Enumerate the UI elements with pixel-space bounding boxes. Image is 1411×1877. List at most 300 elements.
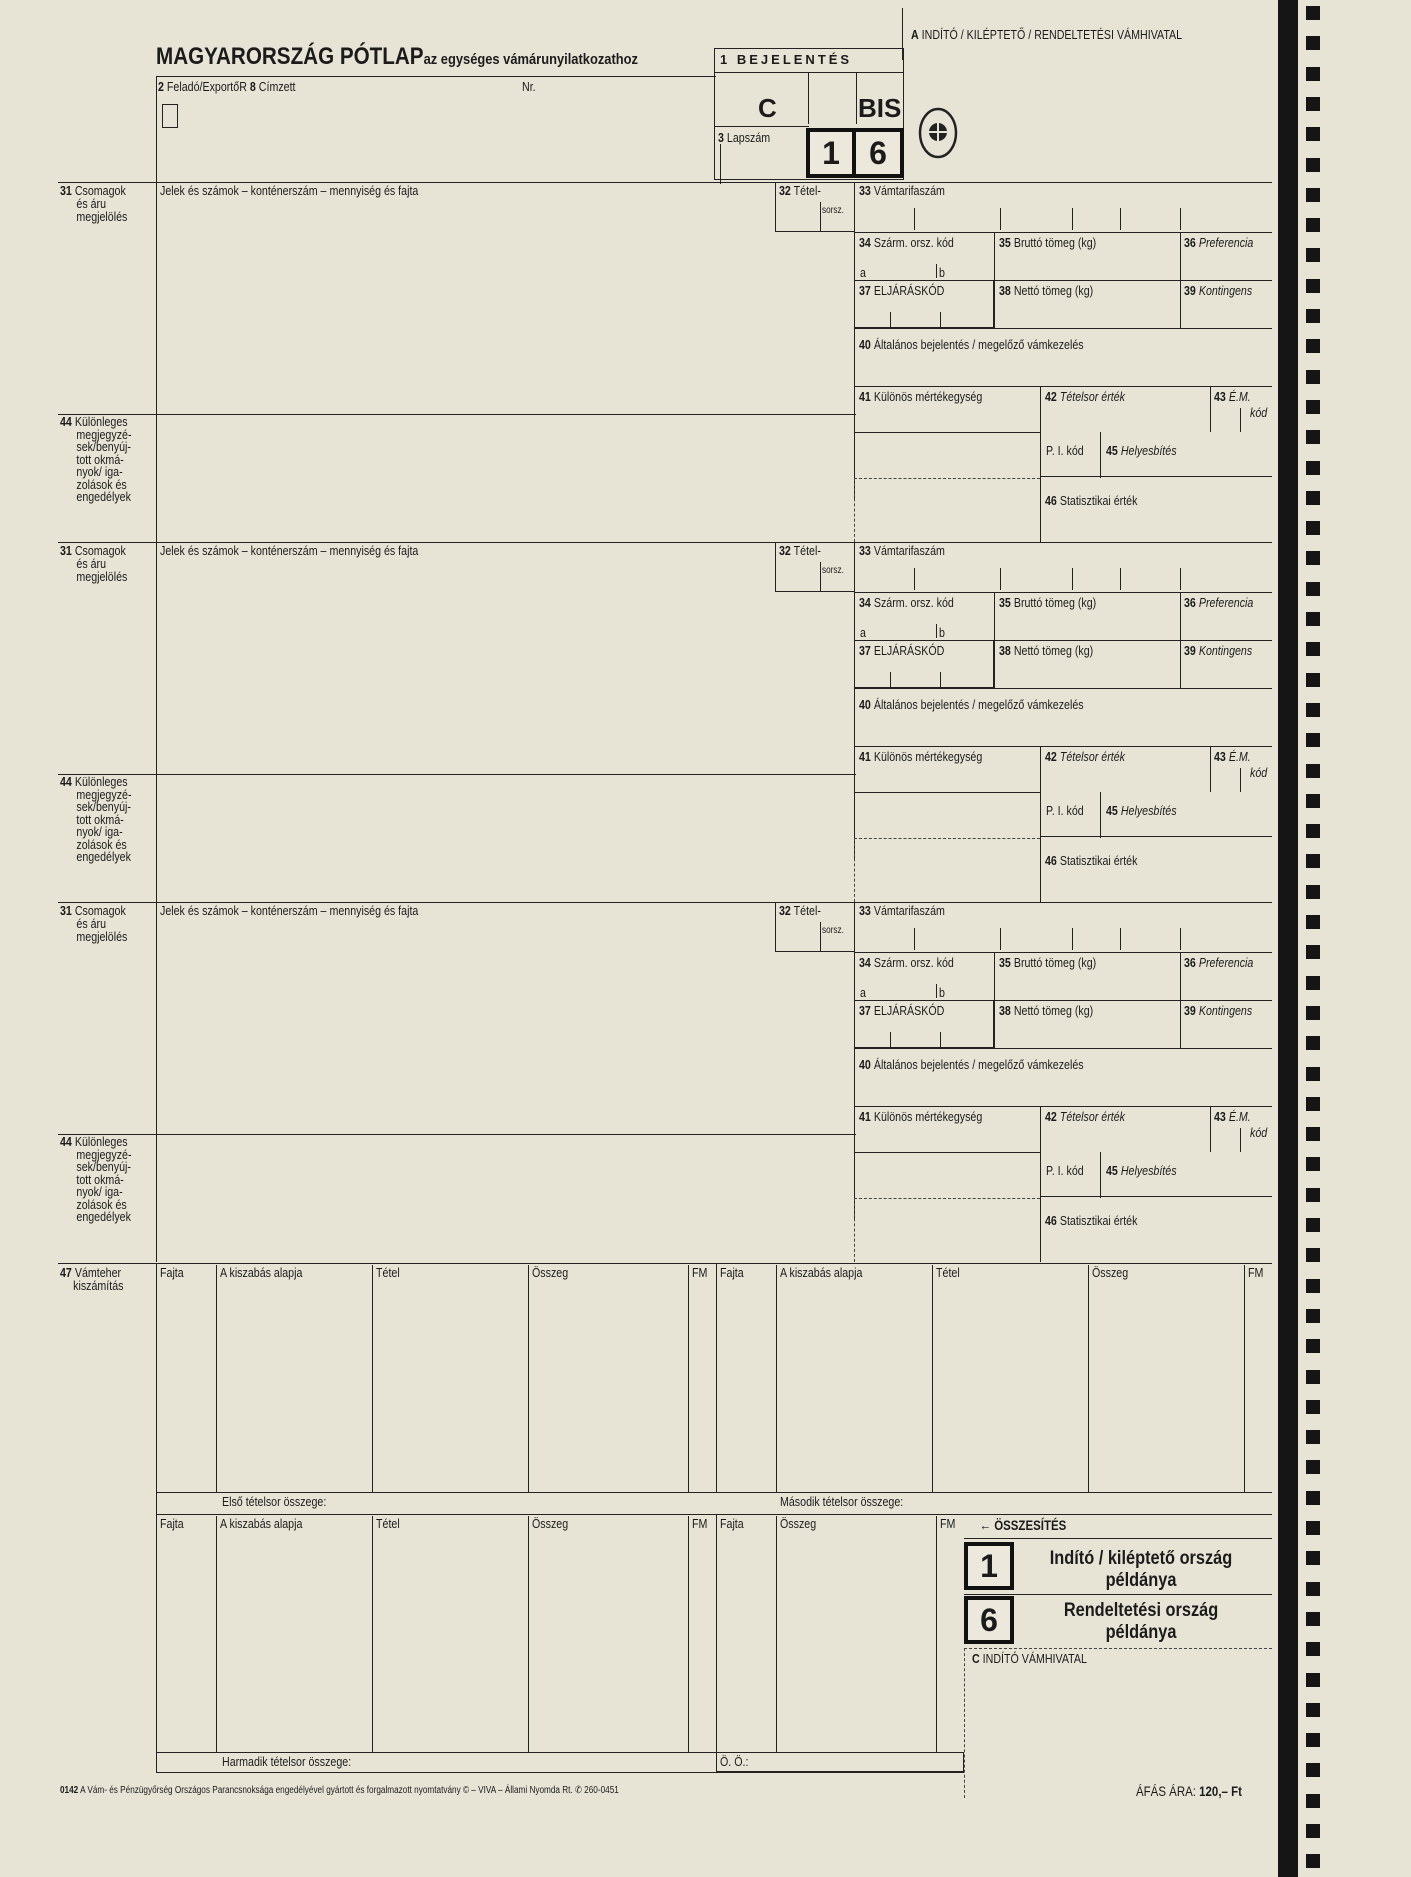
field-47-label (60, 1266, 123, 1292)
block-1-field-37-text: ELJÁRÁSKÓD (873, 283, 945, 298)
block-1-field-38-text: Nettó tömeg (kg) (1013, 283, 1094, 298)
calc-upper-col-line-8 (1088, 1265, 1089, 1492)
checkbox-empty[interactable] (162, 104, 178, 128)
calc-lower-col-line-7 (936, 1516, 937, 1752)
block-3-field-34-ab-div (936, 984, 937, 998)
third-total-label: Harmadik tételsor összege: (222, 1754, 352, 1769)
perforation-hole (1306, 279, 1320, 293)
block-3-field-33-tick-3 (1120, 928, 1121, 950)
perforation-hole (1306, 673, 1320, 687)
block-2-field-45-number: 45 (1106, 803, 1118, 818)
block-3-field-33-text: Vámtarifaszám (873, 903, 945, 918)
block-1-field-34-ab-div (936, 264, 937, 278)
perforation-hole (1306, 339, 1320, 353)
perforation-hole (1306, 1370, 1320, 1384)
block-3-field-44-label (60, 1136, 132, 1224)
field-1-label (720, 53, 852, 67)
block-3-f44-line-7: engedélyek (76, 1209, 131, 1224)
block-2-right-area-border (854, 542, 855, 860)
block-2-field-36-number: 36 (1184, 595, 1196, 610)
block-1-field-41-number: 41 (859, 389, 871, 404)
block-1-field-39 (1184, 284, 1252, 298)
block-3-field-41-div (1040, 1106, 1041, 1152)
block-2-field-45 (1106, 804, 1177, 818)
block-1-field-34-b: b (939, 265, 945, 280)
block-2-field-33-text: Vámtarifaszám (873, 543, 945, 558)
block-2-field-33 (859, 544, 945, 558)
perforation-hole (1306, 6, 1320, 20)
block-3-field-43 (1214, 1110, 1251, 1124)
block-3-f44-line-2: megjegyzé- (76, 1146, 132, 1162)
block-2-field-37-number: 37 (859, 643, 871, 658)
first-total-line (156, 1492, 1272, 1493)
block-2-f44-line-3: sek/benyúj- (76, 799, 131, 814)
block-1-f44-line-7: engedélyek (76, 489, 131, 504)
block-3-f31-text-3: megjelölés (76, 929, 128, 944)
block-1-field-44-label (60, 416, 132, 504)
block-2-field-34-number: 34 (859, 595, 871, 610)
block-1-field-37-tick (890, 312, 891, 328)
perforation-hole (1306, 945, 1320, 959)
perforation-hole (1306, 1794, 1320, 1808)
block-3-field-37-tick-2 (940, 1032, 941, 1048)
block-3-field-42-number: 42 (1045, 1109, 1057, 1124)
summary-text: ÖSSZESÍTÉS (994, 1517, 1067, 1533)
form-title-main: MAGYARORSZÁG PÓTLAP (156, 43, 424, 70)
block-1-field-42-text: Tételsor érték (1059, 389, 1126, 404)
block-3-row-46-top (1040, 1196, 1272, 1197)
block-1-field-46-text: Statisztikai érték (1059, 493, 1138, 508)
block-1-field-33-tick-1 (1000, 208, 1001, 230)
block-2-field-40 (859, 698, 1084, 712)
perforation-hole (1306, 1339, 1320, 1353)
sheet-number-6: 6 (869, 135, 887, 171)
office-c-label (972, 1652, 1087, 1666)
perforation-hole (1306, 370, 1320, 384)
block-2-field-39 (1184, 644, 1252, 658)
field-47-text-2: kiszámítás (73, 1278, 124, 1293)
field-2-text: Feladó/ExportőR (166, 79, 247, 94)
field-1-number: 1 (720, 52, 731, 67)
block-2-field-38-text: Nettó tömeg (kg) (1013, 643, 1094, 658)
block-1-field-33 (859, 184, 945, 198)
block-2-row-46-top (1040, 836, 1272, 837)
block-1-field-45-text: Helyesbítés (1120, 443, 1177, 458)
calc-lower-col-header-tetel: Tétel (376, 1516, 400, 1531)
calc-bottom-line (156, 1772, 964, 1773)
block-2-pi-div (1100, 792, 1101, 838)
block-3-f32-number: 32 (779, 903, 791, 918)
block-3-f32-text: Tétel- (793, 903, 821, 918)
block-3-field-37 (859, 1004, 944, 1018)
perforation-hole (1306, 1673, 1320, 1687)
block-1-row-34-top (854, 232, 1272, 233)
calc-lower-col-line-0 (156, 1516, 157, 1752)
block-1-row-40-top (854, 328, 1272, 329)
block-1-field-46-number: 46 (1045, 493, 1057, 508)
block-2-field-34-text: Szárm. orsz. kód (873, 595, 954, 610)
block-3-field-38-number: 38 (999, 1003, 1011, 1018)
perforation-hole (1306, 188, 1320, 202)
block-3-field-36-text: Preferencia (1198, 955, 1254, 970)
block-1-field-42 (1045, 390, 1125, 404)
perforation-hole (1306, 1491, 1320, 1505)
block-1-field-42-div (1210, 386, 1211, 432)
block-2-field-38 (999, 644, 1093, 658)
first-total-label: Első tételsor összege: (222, 1494, 327, 1509)
calc-upper-col-header-fajta: Fajta (160, 1265, 184, 1280)
block-2-field-32-label (779, 544, 821, 558)
block-3-field-34 (859, 956, 954, 970)
block-3-field-33 (859, 904, 945, 918)
block-2-left-border (156, 542, 157, 902)
summary-label (980, 1518, 1067, 1532)
block-3-field-32-sub: sorsz. (822, 925, 844, 936)
block-2-f44-line-5: nyok/ iga- (76, 824, 123, 839)
block-1-field-40-number: 40 (859, 337, 871, 352)
block-1-field-38 (999, 284, 1093, 298)
block-3-field-45-left (1040, 1152, 1041, 1262)
block-3-row-40-top (854, 1048, 1272, 1049)
calc-upper-col-header-tetel: Tétel (936, 1265, 960, 1280)
block-1-left-border (156, 182, 157, 542)
perforation-hole (1306, 1157, 1320, 1171)
block-2-field-40-number: 40 (859, 697, 871, 712)
block-1-field-43 (1214, 390, 1251, 404)
block-2-field-37-tick-2 (940, 672, 941, 688)
copy-sep-line (964, 1594, 1272, 1595)
perforation-hole (1306, 854, 1320, 868)
block-1-f44-line-2: megjegyzé- (76, 426, 132, 442)
block-2-field-42-number: 42 (1045, 749, 1057, 764)
block-1-field-34-a: a (860, 265, 866, 280)
perforation-hole (1306, 1218, 1320, 1232)
perforation-hole (1306, 1248, 1320, 1262)
footer-imprint: A Vám- és Pénzügyőrség Országos Parancsnoksága engedélyével gyártott és forgalmazott nyomtatvány © – VIVA – Állami Nyomda Rt. ✆ 260-0451 (80, 1785, 619, 1796)
footer-code: 0142 (60, 1785, 79, 1796)
block-1-field-33-number: 33 (859, 183, 871, 198)
block-1-field-42-number: 42 (1045, 389, 1057, 404)
block-1-field-41 (859, 390, 982, 404)
perforation-hole (1306, 1127, 1320, 1141)
block-1-field-33-tick-0 (914, 208, 915, 230)
block-2-field-34-ab-div (936, 624, 937, 638)
block-2-field-43-tick (1240, 768, 1241, 792)
block-2-row-41-bottom (854, 792, 1040, 793)
perforation-hole (1306, 430, 1320, 444)
block-3-field-31-desc: Jelek és számok – konténerszám – mennyiség és fajta (160, 903, 419, 918)
block-2-field-36 (1184, 596, 1253, 610)
block-3-field-45-number: 45 (1106, 1163, 1118, 1178)
block-3-field-35-text: Bruttó tömeg (kg) (1013, 955, 1097, 970)
block-2-field-33-tick-2 (1072, 568, 1073, 590)
block-1-field-41-text: Különös mértékegység (873, 389, 983, 404)
office-a-letter: A (911, 27, 919, 42)
block-3-field-46-number: 46 (1045, 1213, 1057, 1228)
block-3-field-35 (999, 956, 1096, 970)
block-1-f44-line-5: nyok/ iga- (76, 464, 123, 479)
perforation-hole (1306, 1703, 1320, 1717)
block-1-field-33-tick-2 (1072, 208, 1073, 230)
block-1-right-area-border (854, 182, 855, 500)
block-2-field-41-div (1040, 746, 1041, 792)
block-3-right-area-border (854, 902, 855, 1220)
perforation-hole (1306, 1733, 1320, 1747)
field-47-number: 47 (60, 1265, 72, 1280)
field-47-top-line (58, 1263, 1272, 1264)
block-2-f31-text: Csomagok (74, 543, 126, 558)
block-3-field-31-label (60, 904, 127, 943)
block-3-field-38 (999, 1004, 1093, 1018)
block-1-field-35-text: Bruttó tömeg (kg) (1013, 235, 1097, 250)
field-2-label (158, 80, 296, 94)
block-1-field-45 (1106, 444, 1177, 458)
perforation-hole (1306, 885, 1320, 899)
block-2-field-43-text: É.M. (1228, 749, 1251, 764)
field-3-sep (714, 126, 809, 127)
block-1-field-43-tick (1240, 408, 1241, 432)
field-3-text: Lapszám (726, 130, 771, 145)
block-3-field-35-number: 35 (999, 955, 1011, 970)
office-a-text: INDÍTÓ / KILÉPTETŐ / RENDELTETÉSI VÁMHIVATAL (921, 27, 1183, 42)
perforation-hole (1306, 36, 1320, 50)
block-1-field-44-top (58, 414, 856, 415)
perforation-hole (1306, 1006, 1320, 1020)
block-2-field-41-text: Különös mértékegység (873, 749, 983, 764)
price-value: 120,– Ft (1199, 1783, 1242, 1799)
block-3-field-40-text: Általános bejelentés / megelőző vámkezelés (873, 1057, 1084, 1072)
calc-lower-col-header-fajta: Fajta (160, 1516, 184, 1531)
block-2-field-46-number: 46 (1045, 853, 1057, 868)
block-3-field-34-text: Szárm. orsz. kód (873, 955, 954, 970)
form-title (156, 44, 638, 73)
field-3-left-tick (720, 144, 721, 184)
office-c-text: INDÍTÓ VÁMHIVATAL (982, 1651, 1087, 1666)
block-2-field-37 (859, 644, 944, 658)
block-2-field-34-b: b (939, 625, 945, 640)
field-47-text: Vámteher (74, 1265, 122, 1280)
second-part-top-line (156, 1514, 1272, 1515)
office-c-dash-vert (964, 1648, 965, 1798)
field-8-number: 8 (249, 79, 256, 94)
perforation-hole (1306, 551, 1320, 565)
perforation-hole (1306, 764, 1320, 778)
block-1-field-32-sub: sorsz. (822, 205, 844, 216)
calc-upper-col-header-osszeg: Összeg (1092, 1265, 1129, 1280)
block-3-left-border (156, 902, 157, 1262)
block-3-f44-line-6: zolások és (76, 1196, 127, 1212)
block-3-field-34-b: b (939, 985, 945, 1000)
block-2-f31-text-3: megjelölés (76, 569, 128, 584)
block-1-field-34-number: 34 (859, 235, 871, 250)
header-left-border (156, 76, 157, 184)
calc-upper-col-header-fm: FM (692, 1265, 708, 1280)
block-3-field-33-number: 33 (859, 903, 871, 918)
block-1-f31-text-2: és áru (76, 196, 107, 211)
block-3-field-37-tick (890, 1032, 891, 1048)
block-1-field-33-tick-4 (1180, 208, 1181, 230)
block-2-f44-line-2: megjegyzé- (76, 786, 132, 802)
perforation-hole (1306, 1279, 1320, 1293)
block-1-field-35-number: 35 (999, 235, 1011, 250)
copy-1-line-1: Indító / kiléptető ország (1049, 1548, 1233, 1569)
block-2-field-31-label (60, 544, 127, 583)
calc-lower-col-header-alap: A kiszabás alapja (220, 1516, 303, 1531)
block-3-field-33-tick-2 (1072, 928, 1073, 950)
field-3-number: 3 (718, 130, 724, 145)
field-1-c: C (758, 93, 777, 123)
block-1-field-45-left (1040, 432, 1041, 542)
block-1-field-40-text: Általános bejelentés / megelőző vámkezelés (873, 337, 1084, 352)
perforation-hole (1306, 400, 1320, 414)
block-1-field-39-text: Kontingens (1198, 283, 1253, 298)
block-3-field-44-top (58, 1134, 856, 1135)
block-3-field-34-number: 34 (859, 955, 871, 970)
perforation-hole (1306, 1582, 1320, 1596)
block-2-field-41 (859, 750, 982, 764)
price-label: ÁFÁS ÁRA: (1136, 1783, 1196, 1799)
block-3-f44-line-4: tott okmá- (76, 1171, 124, 1187)
block-2-f32-number: 32 (779, 543, 791, 558)
block-2-field-36-text: Preferencia (1198, 595, 1254, 610)
copy-1-text (1034, 1548, 1249, 1592)
block-1-f31-number: 31 (60, 183, 72, 198)
calc-upper-col-header-fm: FM (1248, 1265, 1264, 1280)
block-3-row-34-top (854, 952, 1272, 953)
block-3-field-36 (1184, 956, 1253, 970)
copy-6-line-2: példánya (1105, 1622, 1177, 1643)
perforation-hole (1306, 582, 1320, 596)
perforation-hole (1306, 642, 1320, 656)
oo-box (716, 1752, 964, 1772)
perforation-hole (1306, 1067, 1320, 1081)
block-1-field-36-text: Preferencia (1198, 235, 1254, 250)
calc-upper-col-line-3 (528, 1265, 529, 1492)
perforation-hole (1306, 521, 1320, 535)
block-3-f31-number: 31 (60, 903, 72, 918)
calc-upper-col-header-osszeg: Összeg (532, 1265, 569, 1280)
perforation-hole (1306, 1188, 1320, 1202)
block-1-field-33-tick-3 (1120, 208, 1121, 230)
block-1-field-32-div (820, 202, 821, 232)
block-2-field-35 (999, 596, 1096, 610)
block-3-field-32-label (779, 904, 821, 918)
block-1-field-35 (999, 236, 1096, 250)
perforation-hole (1306, 1551, 1320, 1565)
block-1-field-43-sub: kód (1250, 405, 1268, 420)
copy-number-6: 6 (980, 1602, 998, 1638)
block-2-f44-line-1: Különleges (74, 774, 128, 789)
office-a-label (911, 28, 1182, 42)
block-2-field-39-number: 39 (1184, 643, 1196, 658)
perforation-hole (1306, 248, 1320, 262)
block-1-field-45-number: 45 (1106, 443, 1118, 458)
block-3-pi-code-label: P. I. kód (1046, 1163, 1084, 1178)
block-1-pi-div (1100, 432, 1101, 478)
block-3-field-41 (859, 1110, 982, 1124)
block-3-f31-text: Csomagok (74, 903, 126, 918)
perforation-hole (1306, 1642, 1320, 1656)
perforation-hole (1306, 1612, 1320, 1626)
block-2-f44-line-7: engedélyek (76, 849, 131, 864)
sheet-number-1: 1 (822, 135, 840, 171)
block-2-f44-line-6: zolások és (76, 836, 127, 852)
block-3-field-32-div (820, 922, 821, 952)
block-3-field-45 (1106, 1164, 1177, 1178)
block-1-field-31-label (60, 184, 127, 223)
block-3-field-43-sub: kód (1250, 1125, 1268, 1140)
block-3-row-46-dash (854, 1198, 1040, 1199)
block-3-field-42-text: Tételsor érték (1059, 1109, 1126, 1124)
calc-upper-col-line-7 (932, 1265, 933, 1492)
block-1-field-40 (859, 338, 1084, 352)
block-2-row-34-top (854, 592, 1272, 593)
perforation-hole (1306, 1460, 1320, 1474)
perforation-hole (1306, 1036, 1320, 1050)
block-1-row-46-dash (854, 478, 1040, 479)
block-3-field-41-number: 41 (859, 1109, 871, 1124)
footer-text (60, 1784, 619, 1798)
block-2-field-43 (1214, 750, 1251, 764)
perforation-hole (1306, 1763, 1320, 1777)
field-1-div2 (856, 72, 857, 124)
calc-lower-col-line-2 (372, 1516, 373, 1752)
perforation-hole (1306, 158, 1320, 172)
perforation-hole (1306, 218, 1320, 232)
copy-number-1: 1 (980, 1548, 998, 1584)
block-2-field-33-number: 33 (859, 543, 871, 558)
block-3-field-33-tick-4 (1180, 928, 1181, 950)
perforation-hole (1306, 915, 1320, 929)
block-2-row-46-dash (854, 838, 1040, 839)
calc-upper-col-line-1 (216, 1265, 217, 1492)
calc-lower-col-line-4 (688, 1516, 689, 1752)
perforation-hole (1306, 1430, 1320, 1444)
calc-upper-col-header-tetel: Tétel (376, 1265, 400, 1280)
block-3-pi-div (1100, 1152, 1101, 1198)
perforation-hole (1306, 703, 1320, 717)
block-2-field-41-number: 41 (859, 749, 871, 764)
block-2-field-43-sub: kód (1250, 765, 1268, 780)
calc-lower-col-line-1 (216, 1516, 217, 1752)
block-1-f31-text-3: megjelölés (76, 209, 128, 224)
block-2-pi-code-label: P. I. kód (1046, 803, 1084, 818)
block-3-field-37-text: ELJÁRÁSKÓD (873, 1003, 945, 1018)
block-2-field-44-top (58, 774, 856, 775)
block-2-field-31-desc: Jelek és számok – konténerszám – mennyiség és fajta (160, 543, 419, 558)
copy-1-line-2: példánya (1105, 1570, 1177, 1591)
calc-upper-col-line-6 (776, 1265, 777, 1492)
block-3-field-42 (1045, 1110, 1125, 1124)
block-1-field-34 (859, 236, 954, 250)
block-2-field-42 (1045, 750, 1125, 764)
block-2-f31-text-2: és áru (76, 556, 107, 571)
block-1-field-36 (1184, 236, 1253, 250)
block-3-field-33-tick-0 (914, 928, 915, 950)
block-3-field-39-text: Kontingens (1198, 1003, 1253, 1018)
block-3-f44-line-1: Különleges (74, 1134, 128, 1149)
block-2-field-37-tick (890, 672, 891, 688)
field-1-bis: BIS (858, 93, 902, 123)
block-1-field-39-number: 39 (1184, 283, 1196, 298)
field-1-text: BEJELENTÉS (736, 52, 853, 67)
block-3-f31-text-2: és áru (76, 916, 107, 931)
block-2-f44-number: 44 (60, 774, 72, 789)
copy-6-text (1034, 1600, 1249, 1644)
block-3-field-42-div (1210, 1106, 1211, 1152)
perforation-hole (1306, 794, 1320, 808)
block-2-field-33-tick-0 (914, 568, 915, 590)
